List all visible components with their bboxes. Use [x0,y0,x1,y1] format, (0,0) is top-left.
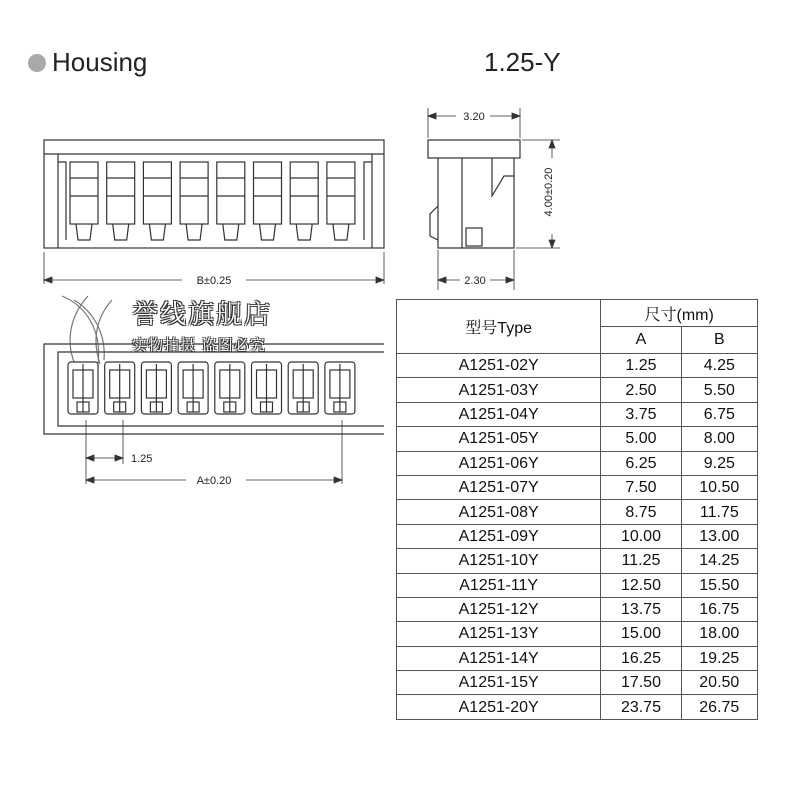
front-slot [107,162,135,240]
front-slots [70,162,355,240]
a-cell: 1.25 [601,354,681,378]
col-b-header: B [681,327,757,354]
a-cell: 13.75 [601,597,681,621]
a-cell: 12.50 [601,573,681,597]
bottom-pin [215,362,245,414]
table-row [397,402,758,426]
b-cell: 11.75 [681,500,757,524]
type-cell: A1251-09Y [397,524,601,548]
bottom-pin [68,362,98,414]
b-cell: 16.75 [681,597,757,621]
bottom-pin [178,362,208,414]
pin-span-label: A±0.20 [196,475,232,487]
a-cell: 23.75 [601,695,681,719]
table-row [397,524,758,548]
watermark-logo [62,296,112,364]
bottom-pin [105,362,135,414]
watermark-store-name: 誉线旗舰店 [132,300,273,330]
type-cell: A1251-02Y [397,354,601,378]
series-label: 1.25-Y [484,47,561,77]
front-slot [217,162,245,240]
b-cell: 10.50 [681,475,757,499]
b-cell: 9.25 [681,451,757,475]
watermark-notice: 实物拍摄 盗图必究 [132,336,266,354]
front-slot [327,162,355,240]
bottom-pin [288,362,318,414]
bottom-pin [141,362,171,414]
table-row [397,427,758,451]
table-row [397,622,758,646]
a-cell: 3.75 [601,402,681,426]
side-view [428,140,520,248]
front-view [44,140,384,248]
front-slot [143,162,171,240]
front-slot [254,162,282,240]
type-cell: A1251-03Y [397,378,601,402]
type-cell: A1251-06Y [397,451,601,475]
table-row [397,549,758,573]
a-cell: 10.00 [601,524,681,548]
table-row [397,646,758,670]
b-cell: 13.00 [681,524,757,548]
front-slot [70,162,98,240]
b-cell: 18.00 [681,622,757,646]
a-cell: 7.50 [601,475,681,499]
a-cell: 11.25 [601,549,681,573]
table-row [397,671,758,695]
page-title: Housing [52,47,148,77]
type-cell: A1251-15Y [397,671,601,695]
a-cell: 8.75 [601,500,681,524]
bottom-pin [252,362,282,414]
side-width-top-label: 3.20 [463,111,485,123]
col-a-header: A [601,327,681,354]
b-cell: 15.50 [681,573,757,597]
b-cell: 20.50 [681,671,757,695]
type-cell: A1251-11Y [397,573,601,597]
type-cell: A1251-14Y [397,646,601,670]
a-cell: 5.00 [601,427,681,451]
b-cell: 6.75 [681,402,757,426]
table-row [397,378,758,402]
b-cell: 14.25 [681,549,757,573]
bottom-view [44,344,384,434]
table-row [397,695,758,719]
table-row [397,354,758,378]
type-cell: A1251-10Y [397,549,601,573]
front-slot [180,162,208,240]
b-cell: 19.25 [681,646,757,670]
table-row [397,597,758,621]
size-header: 尺寸(mm) [601,300,758,327]
type-header: 型号Type [397,300,601,354]
pitch-label: 1.25 [131,453,153,465]
type-cell: A1251-12Y [397,597,601,621]
a-cell: 15.00 [601,622,681,646]
b-cell: 5.50 [681,378,757,402]
a-cell: 17.50 [601,671,681,695]
table-row [397,451,758,475]
table-row [397,573,758,597]
type-cell: A1251-07Y [397,475,601,499]
pitch-dimension [86,420,123,484]
table-row [397,475,758,499]
b-cell: 4.25 [681,354,757,378]
a-cell: 6.25 [601,451,681,475]
table-row [397,500,758,524]
type-cell: A1251-20Y [397,695,601,719]
b-cell: 26.75 [681,695,757,719]
type-cell: A1251-13Y [397,622,601,646]
type-cell: A1251-08Y [397,500,601,524]
type-cell: A1251-04Y [397,402,601,426]
front-slot [290,162,318,240]
b-cell: 8.00 [681,427,757,451]
bottom-pins [68,362,355,414]
side-height-label: 4.00±0.20 [543,167,555,217]
front-width-label: B±0.25 [196,275,232,287]
bottom-pin [325,362,355,414]
side-width-bottom-label: 2.30 [464,275,486,287]
a-cell: 2.50 [601,378,681,402]
type-cell: A1251-05Y [397,427,601,451]
dimension-table [396,299,758,720]
a-cell: 16.25 [601,646,681,670]
